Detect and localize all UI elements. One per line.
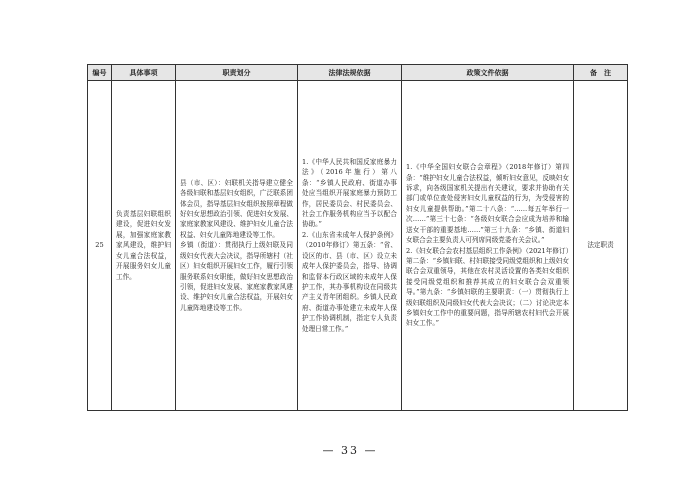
header-policies: 政策文件依据 [402,65,574,81]
row-policies [402,81,574,411]
row-item-text: 负责基层妇联组织建设，促进妇女发展，加强家庭家教家风建设，维护妇女儿童合法权益，开展服务妇女儿童工作。 [116,210,171,281]
header-item: 具体事项 [112,65,176,81]
duty-table [87,64,628,411]
table-header-row [88,65,628,81]
header-duties: 职责划分 [176,65,298,81]
header-number: 编号 [88,65,112,81]
header-note: 备 注 [574,65,628,81]
row-laws [298,81,402,411]
header-laws: 法律法规依据 [298,65,402,81]
row-item [112,81,176,411]
duty-township: 乡镇（街道）：贯彻执行上级妇联及同级妇女代表大会决议，指导所辖村（社区）妇女组织开展妇女工作，履行引领服务联系妇女职能，做好妇女思想政治引领，促进妇女发展、家庭家教家风建设、维护妇女儿童合法权益，开展妇女儿童阵地建设等工作。 [180,241,293,312]
page-number: — 33 — [322,444,378,457]
row-number: 25 [88,81,112,411]
duty-county: 县（市、区）：妇联机关指导建立健全各级妇联和基层妇女组织，广泛联系团体会员，指导基层妇女组织按照章程做好妇女思想政治引领、促进妇女发展、家庭家教家风建设、维护妇女儿童合法权益、妇女儿童阵地建设等工作。 [180,178,293,239]
law-1: 1.《中华人民共和国反家庭暴力法》（2016年施行）第八条：“乡镇人民政府、街道办事处应当组织开展家庭暴力预防工作，居民委员会、村民委员会、社会工作服务机构应当予以配合协助。” [302,158,397,229]
law-2: 2.《山东省未成年人保护条例》（2010年修订）第五条：“省、设区的市、县（市、区）设立未成年人保护委员会，指导、协调和监督本行政区域的未成年人保护工作，其办事机构设在同级共产主义青年团组织。乡镇人民政府、街道办事处建立未成年人保护工作协调机制，指定专人负责处理日常工作。” [302,230,397,333]
policy-1: 1.《中华全国妇女联合会章程》（2018年修订）第四条：“维护妇女儿童合法权益，倾听妇女意见，反映妇女诉求，向各级国家机关提出有关建议，要求并协助有关部门或单位查处侵害妇女儿童权益的行为，为受侵害的妇女儿童提供帮助。”第二十八条：“……每五年举行一次……”第三十七条：“各级妇女联合会应成为培养和输送女干部的重要基地……”第三十九条：“乡镇、街道妇女联合会主要负责人可列席同级党委有关会议。” [406,163,569,245]
row-duties [176,81,298,411]
table-row [88,81,628,411]
row-note: 法定职责 [574,81,628,411]
policy-2: 2.《妇女联合会农村基层组织工作条例》（2021年修订）第二条：“乡镇妇联、村妇联接受同级党组织和上级妇女联合会双重领导，其他在农村灵活设置的各类妇女组织接受同级党组织和推荐其成立的妇女联合会双重领导。”第九条：“乡镇妇联的主要职责：（一）贯彻执行上级妇联组织及同级妇女代表大会决议；（二）讨论决定本乡镇妇女工作中的重要问题，指导所辖农村妇代会开展妇女工作。” [406,246,569,328]
